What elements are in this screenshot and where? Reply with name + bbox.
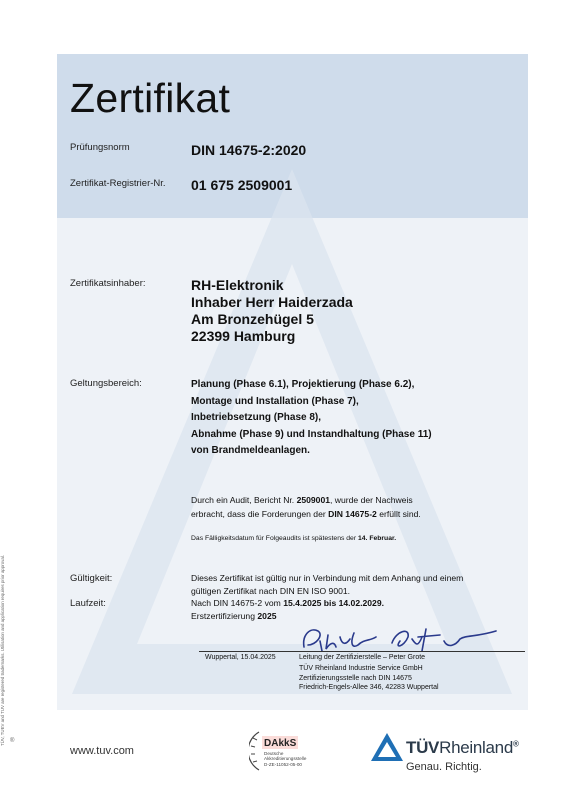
standard-ref: DIN 14675-2 xyxy=(328,508,377,519)
certificate-title: Zertifikat xyxy=(70,75,231,121)
norm-label: Prüfungsnorm xyxy=(70,142,130,153)
dakks-subtitle: Deutsche Akkreditierungsstelle D-ZE-11052-05-00 xyxy=(264,751,307,767)
scope-line: Planung (Phase 6.1), Projektierung (Phase 6.2), xyxy=(191,379,415,390)
validity-label: Gültigkeit: xyxy=(70,573,113,584)
report-number: 2509001 xyxy=(296,495,331,505)
signature-line xyxy=(199,651,525,652)
tuv-brand: TÜVRheinland® xyxy=(406,738,519,757)
validity-text: Dieses Zertifikat ist gültig nur in Verbindung mit dem Anhang und einem gültigen Zertifikat nach DIN EN ISO 9001. Nach DIN 14675-2 vom 15.4.2025 bis 14.02.2029. Erstzertifizierung 2025 xyxy=(191,573,464,621)
dakks-logo xyxy=(249,728,329,774)
signatory: Leitung der Zertifizierstelle – Peter Grote xyxy=(299,654,426,661)
registration-value: 01 675 2509001 xyxy=(191,177,293,193)
holder-line: RH-Elektronik xyxy=(191,277,284,293)
scope-label: Geltungsbereich: xyxy=(70,378,142,389)
audit-due-note: Das Fälligkeitsdatum für Folgeaudits ist spätestens der 14. Februar. xyxy=(191,535,397,542)
dakks-title: DAkkS xyxy=(264,738,297,749)
holder-line: Am Bronzehügel 5 xyxy=(191,311,314,327)
issuer-line: TÜV Rheinland Industrie Service GmbH xyxy=(299,665,423,672)
scope-line: von Brandmeldeanlagen. xyxy=(191,445,310,456)
term-label: Laufzeit: xyxy=(70,598,106,609)
holder-line: 22399 Hamburg xyxy=(191,328,296,344)
certificate-panel xyxy=(57,54,528,710)
term-dates: 15.4.2025 bis 14.02.2029. xyxy=(283,598,385,608)
footer-url[interactable]: www.tuv.com xyxy=(70,745,134,757)
holder-label: Zertifikatsinhaber: xyxy=(70,278,146,289)
holder-address xyxy=(191,277,353,345)
scope-line: Inbetriebsetzung (Phase 8), xyxy=(191,412,322,423)
first-cert-year: 2025 xyxy=(257,610,277,621)
registration-label: Zertifikat-Registrier-Nr. xyxy=(70,178,166,189)
tuv-triangle-icon xyxy=(370,732,404,762)
issuer-block xyxy=(299,664,439,693)
tuv-slogan: Genau. Richtig. xyxy=(406,761,482,773)
place-date: Wuppertal, 15.04.2025 xyxy=(205,654,276,661)
trademark-note: TÜV, TUEV and TUV are registered trademarks. Utilisation and application requires prior approval. xyxy=(0,554,5,746)
registered-symbol: ® xyxy=(10,738,15,744)
norm-value: DIN 14675-2:2020 xyxy=(191,142,307,158)
scope-line: Abnahme (Phase 9) und Instandhaltung (Phase 11) xyxy=(191,428,432,440)
scope-line: Montage und Installation (Phase 7), xyxy=(191,395,359,407)
holder-line: Inhaber Herr Haiderzada xyxy=(191,294,353,310)
scope-text xyxy=(191,377,432,460)
issuer-line: Zertifizierungsstelle nach DIN 14675 xyxy=(299,674,412,682)
issuer-line: Friedrich-Engels-Allee 346, 42283 Wuppertal xyxy=(299,684,439,691)
audit-statement: Durch ein Audit, Bericht Nr. 2509001, wurde der Nachweis erbracht, dass die Forderungen der DIN 14675-2 erfüllt sind. xyxy=(191,495,421,519)
